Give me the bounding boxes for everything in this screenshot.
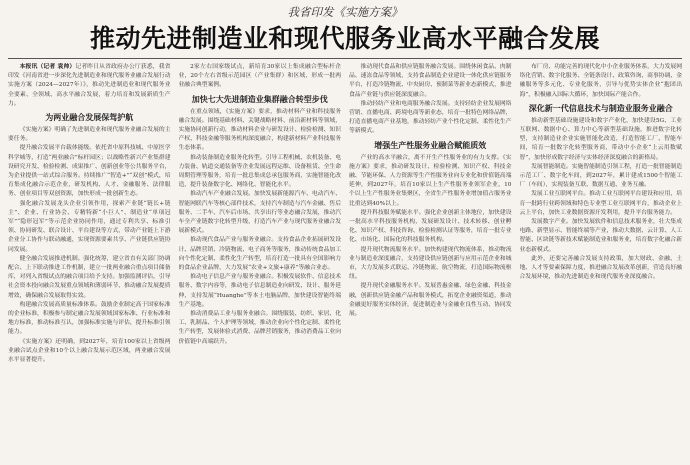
paragraph-text: 推动现代食品和供应链服务融合发展。围绕休闲食品、肉制品、速冻食品等领域，支持食品制造企业建设一体化供应链服务平台，打造冷链物流、中央厨房、预制菜等新业态新模式，推进食品产业链与供应链深度融合。	[349, 64, 512, 98]
paragraph	[520, 163, 683, 191]
paragraph-text: 提升现代金融服务水平。发展普惠金融、绿色金融、科技金融，创新供应链金融产品和服务模式，拓宽企业融资渠道，推动金融更好服务实体经济，促进制造业与金融业良性互动、协同发展。	[349, 283, 512, 318]
paragraph	[179, 236, 342, 273]
paragraph	[179, 310, 342, 347]
section-subheading: 深化新一代信息技术与制造业服务业融合	[528, 103, 673, 113]
paragraph	[520, 190, 683, 218]
paragraph-text: 构建融合发展高质量标准体系。鼓励企业制定高于国家标准的企业标准，积极参与制定融合发展领域国家标准、行业标准和地方标准，推动标准互认，加强标准实施与评估，提升标准引领能力。	[8, 301, 171, 336]
paragraph	[8, 63, 171, 109]
section-subheading: 加快七大先进制造业集群融合转型步伐	[191, 94, 328, 104]
paragraph	[349, 246, 512, 283]
kicker: 我省印发《实施方案》	[287, 5, 403, 19]
column-4	[520, 63, 683, 459]
paragraph-text: 在重点领域，《实施方案》要求，推动材料产业和科技服务融合发展。围绕基础材料、关键战略材料、前沿新材料等领域，实施协同创新行动，推动材料企业与研发设计、检验检测、知识产权、科技金融等服务机构深度融合，构建新材料产业科技服务生态体系。	[178, 108, 341, 152]
paragraph-text: 提升融合发展平台载体能级。依托省中原科技城、中原医学科学城等，打造“两业融合”标杆园区；以战略性新兴产业集群建设研究开发、检验检测、成果推广、创新创业等公共服务平台，为企业提供一站式综合服务。持续推广“智造+”“双创”模式，培育集成化融合示范企业，研发机构、人才、金融服务、法律服务、创业项目等双创资源，加快形成一批创新生态。	[8, 145, 171, 198]
paragraph	[179, 273, 342, 310]
paragraph	[349, 100, 512, 137]
paragraph-text: 2家左右国家级试点，新培育30家以上集成融合型标杆企业，20个左右省级示范园区（产业集群）和区域，形成一批两业融合典型案例。	[178, 64, 341, 89]
paragraph-text: 《实施方案》还明确，到2027年，培育100家以上省级两业融合试点企业和10个以上融合发展示范区域，两业融合发展水平显著提升。	[8, 338, 171, 364]
paragraph	[179, 154, 342, 191]
paragraph	[349, 154, 512, 209]
paragraph-text: 推动电子信息产业与服务业融合。积极发展软件、信息技术服务、数字内容等，推动电子信息制造业向研发、设计、服务延伸，支持发展“Huanghe”等本土电脑品牌，加快建设智能终端生产基地。	[178, 274, 341, 308]
paragraph-text: 推动轻纺产业和电商服务融合发展。支持轻纺企业发展网络营销、直播电商、跨境电商等新业态，培育一批特色网络品牌，打造直播电商产业基地，推动轻纺产业个性化定制、柔性化生产等新模式。	[349, 100, 512, 135]
paragraph	[8, 301, 171, 338]
section-subheading: 为两业融合发展保驾护航	[45, 113, 134, 123]
paragraph-text: 强化融合发展龙头企业引领作用，探索产业链“链长+链主”、企业、行业协会、专精特新“小巨人”、制造业“单项冠军”“隐形冠军”等示范企业协同作用，通过专利共享、标准引领、协同研发、联合设计、平台建设等方式，带动产业链上下游企业分工协作与联动融通，实现资源要素共享、产业链供应链协同发展。	[8, 200, 171, 253]
column-1	[8, 63, 171, 459]
paragraph	[8, 200, 171, 255]
paragraph-text: 推动新型基础设施建设和数字产业化，加快建设5G、工业互联网、数据中心、算力中心等新型基础设施，推进数字化转型，支持制造业企业实施智能化改造，打造智能工厂、智能车间，培育一批数字化转型服务商，带动中小企业“上云用数赋智”，加快形成数字经济与实体经济深度融合的新格局。	[519, 117, 682, 161]
paragraph-text: 产业的高水平融合，离不开生产性服务业的有力支撑。《实施方案》要求，推动研发设计、检验检测、知识产权、科技金融、节能环保、人力资源等生产性服务业向专业化和价值链高端延伸，到2027年，培育10家以上生产性服务业领军企业，10个以上生产性服务业集聚区，全省生产性服务业增加值占服务业比重达到40%以上。	[349, 154, 512, 207]
paragraph-text: 发展数字产业。加快发展软件和信息技术服务业，壮大集成电路、新型显示、智能终端等产业，推动大数据、云计算、人工智能、区块链等新技术赋能制造业和服务业，培育数字化融合新业态新模式。	[519, 219, 682, 253]
paragraph-text: 《实施方案》明确了先进制造业和现代服务业融合发展的主要任务。	[8, 127, 171, 143]
dateline: 本报讯（记者 袁帅）	[19, 64, 76, 70]
paragraph	[179, 108, 342, 154]
paragraph-text: 提升现代物流服务水平。加快构建现代物流体系，推动物流业与制造业深度融合，支持建设供应链创新与应用示范企业和城市，大力发展多式联运、冷链物流、航空物流，打造国际物流枢纽。	[349, 246, 512, 281]
paragraph-text: 记者昨日从省政府办公厅获悉，我省印发《河南省进一步深化先进制造业和现代服务业融合发展行动实施方案（2024—2027年）》，推动先进制造业和现代服务业全要素、全领域、高水平融合发展，着力培育和发展新质生产力。	[8, 64, 171, 107]
paragraph-text: 发展智能制造。实施智能制造引领工程，打造一批智能制造示范工厂、数字化车间，到2027年，累计建成1500个智能工厂（车间），实现装备互联、数据互通、业务互融。	[519, 163, 682, 189]
paragraph	[179, 190, 342, 236]
paragraph	[520, 117, 683, 163]
paragraph	[179, 63, 342, 91]
paragraph	[520, 218, 683, 255]
paragraph	[520, 63, 683, 100]
paragraph	[8, 255, 171, 301]
paragraph-text: 此外，还要完善融合发展支持政策，加大财政、金融、土地、人才等要素保障力度，推进融合发展改革创新，营造良好融合发展环境，推动先进制造业和现代服务业深度融合。	[519, 255, 682, 281]
paragraph	[520, 255, 683, 283]
paragraph	[349, 282, 512, 319]
paragraph	[349, 63, 512, 100]
column-2	[179, 63, 342, 459]
paragraph-text: 推动消费品工业与服务业融合。围绕服装、纺织、家居、化工、乳制品、个人护理等领域，推动企业向个性化定制、柔性化生产转型，发展体验式消费、品牌营销服务，推动消费品工业向价值链中高端跃升。	[178, 311, 341, 345]
paragraph-text: 健全融合发展推进机制。强化统筹，建立省直有关部门协调配合、上下联动推进工作机制，建立一批两业融合重点项目储备库，对列入省级试点的融合项目给予支持。加强监测评估，引导社会资本投向融合发展重点领域和薄弱环节，推动融合发展提质增效，确保融合发展取得实效。	[8, 255, 171, 299]
paragraph	[8, 338, 171, 366]
article-columns	[8, 63, 682, 459]
paragraph	[8, 126, 171, 144]
divider	[8, 58, 682, 59]
paragraph	[349, 209, 512, 246]
paragraph-text: 提升科技服务赋能水平。强化企业创新主体地位，加快建设一批高水平科技服务机构，发展研发设计、技术转移、创业孵化、知识产权、科技咨询、检验检测认证等服务，培育一批专业化、市场化、国际化的科技服务机构。	[349, 209, 512, 244]
paragraph-text: 推动汽车产业融合发展。加快发展新能源汽车、电动汽车、智能网联汽车等核心部件技术，支持汽车制造与汽车金融、售后服务、二手车、汽车后市场、共享出行等业态融合发展，推动汽车全产业链数字化转型升级，打造汽车产业与现代服务业融合发展新模式。	[178, 191, 341, 235]
paragraph-text: 发展工业互联网平台。推动工业互联网平台建设和应用，培育一批跨行业跨领域和特色专业型工业互联网平台，推动企业上云上平台，加快工业数据资源开发利用，提升平台服务能力。	[519, 191, 682, 216]
paragraph-text: 推动装备制造业服务化转型。引导工程机械、农机装备、电力装备、轨道交通装备等企业发展远程运维、设备租赁、全生命周期管理等服务，培育一批总集成总承包服务商，实施智能化改造，提升装备数字化、网络化、智能化水平。	[178, 154, 341, 189]
headline: 推动先进制造业和现代服务业高水平融合发展	[89, 24, 600, 53]
paragraph	[8, 144, 171, 199]
section-subheading: 增强生产性服务业融合赋能质效	[374, 140, 487, 150]
column-3	[349, 63, 512, 459]
paragraph-text: 推动现代食品产业与服务业融合。支持食品企业拓展研发设计、品牌营销、冷链物流、电子商务等服务，推动传统食品加工向个性化定制、柔性化生产转型，培育打造一批具有全国影响力的食品企业品牌，大力发展“农业+文旅+康养”等融合业态。	[178, 237, 341, 272]
paragraph-text: 布厂房、功能完善的现代化中小企业服务体系，大力发展网络化营销、数字化服务、全链条设计、政策咨询、商事协调、金融服务等多元化、专业化服务，引导与优势实体企业“抱团出海”，积极融入国际大循环，加快国际产能合作。	[519, 64, 682, 98]
